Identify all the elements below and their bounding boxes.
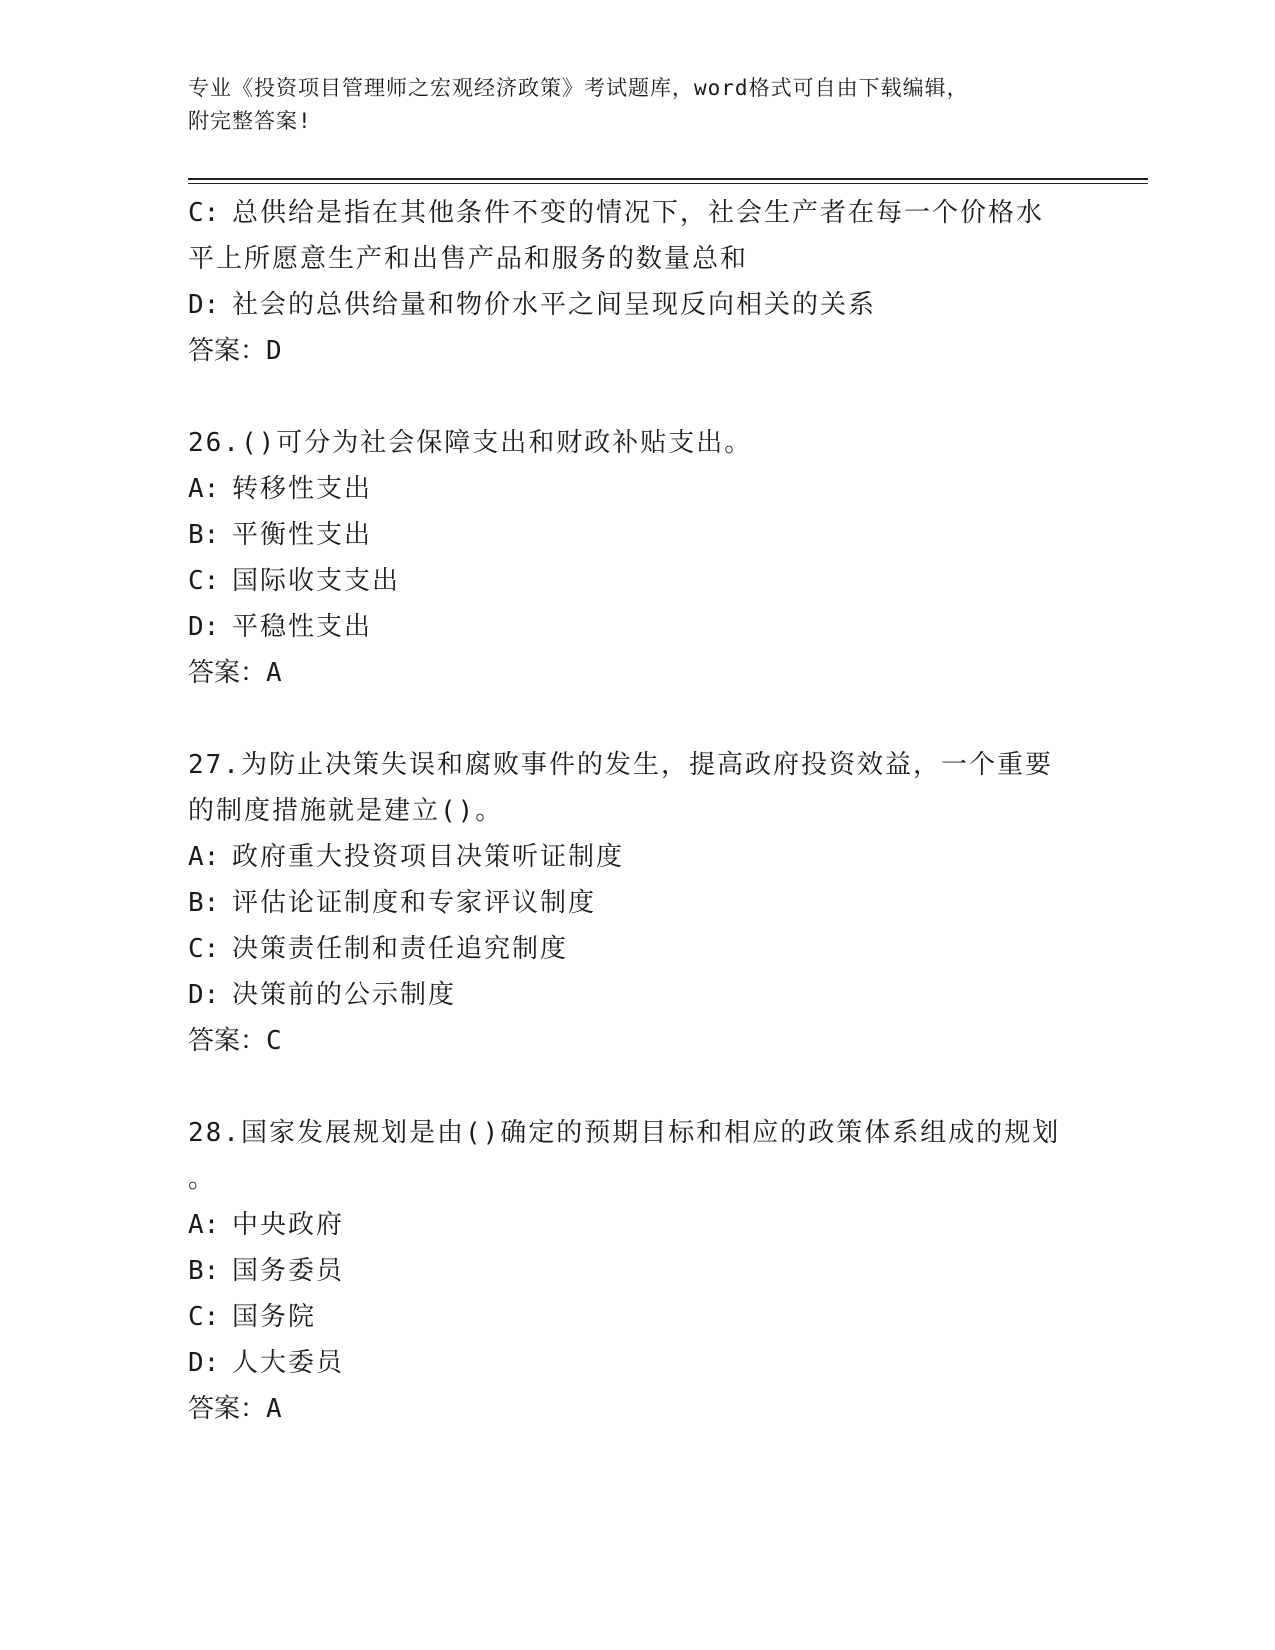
question-stem-continued: 的制度措施就是建立()。 xyxy=(188,796,504,826)
option-c xyxy=(188,558,1068,604)
header-line-1: 专业《投资项目管理师之宏观经济政策》考试题库，word格式可自由下载编辑， xyxy=(188,76,969,100)
option-label: D: xyxy=(188,1348,220,1378)
answer-line xyxy=(188,1018,1068,1064)
option-text: 平衡性支出 xyxy=(232,520,373,550)
option-text: 转移性支出 xyxy=(232,474,373,504)
option-text: 总供给是指在其他条件不变的情况下，社会生产者在每一个价格水 xyxy=(232,198,1045,228)
option-text: 国务委员 xyxy=(232,1256,345,1286)
question-26 xyxy=(188,420,1068,696)
answer-value: A xyxy=(266,1394,283,1424)
continued-question xyxy=(188,190,1068,374)
option-label: A: xyxy=(188,1210,220,1240)
option-label: D: xyxy=(188,980,220,1010)
question-stem: 28.国家发展规划是由()确定的预期目标和相应的政策体系组成的规划 xyxy=(188,1118,1061,1148)
option-c xyxy=(188,926,1068,972)
option-c xyxy=(188,190,1068,236)
question-stem: 27.为防止决策失误和腐败事件的发生，提高政府投资效益，一个重要 xyxy=(188,750,1053,780)
option-c-continued: 平上所愿意生产和出售产品和服务的数量总和 xyxy=(188,244,749,274)
option-a xyxy=(188,466,1068,512)
option-text: 人大委员 xyxy=(232,1348,345,1378)
option-label: C: xyxy=(188,566,220,596)
question-stem-continued: 。 xyxy=(188,1164,217,1194)
option-text: 决策责任制和责任追究制度 xyxy=(232,934,569,964)
document-body xyxy=(188,190,1068,1432)
question-stem: 26.()可分为社会保障支出和财政补贴支出。 xyxy=(188,428,753,458)
option-b xyxy=(188,880,1068,926)
option-a xyxy=(188,834,1068,880)
option-d xyxy=(188,604,1068,650)
option-c xyxy=(188,1294,1068,1340)
option-b xyxy=(188,512,1068,558)
page-header xyxy=(188,72,1068,138)
option-text: 平稳性支出 xyxy=(232,612,373,642)
option-label: D: xyxy=(188,290,220,320)
option-text: 社会的总供给量和物价水平之间呈现反向相关的关系 xyxy=(232,290,877,320)
option-label: B: xyxy=(188,520,220,550)
option-text: 中央政府 xyxy=(232,1210,345,1240)
header-divider-thin xyxy=(188,183,1148,184)
option-b xyxy=(188,1248,1068,1294)
option-label: C: xyxy=(188,198,220,228)
answer-line xyxy=(188,650,1068,696)
option-label: B: xyxy=(188,1256,220,1286)
answer-line xyxy=(188,1386,1068,1432)
question-28 xyxy=(188,1110,1068,1432)
answer-label: 答案： xyxy=(188,1026,267,1056)
option-a xyxy=(188,1202,1068,1248)
answer-value: D xyxy=(266,336,283,366)
answer-line xyxy=(188,328,1068,374)
header-divider-thick xyxy=(188,178,1148,180)
answer-label: 答案： xyxy=(188,1394,267,1424)
header-line-2: 附完整答案! xyxy=(188,109,312,133)
option-text: 政府重大投资项目决策听证制度 xyxy=(232,842,625,872)
option-label: A: xyxy=(188,842,220,872)
option-d xyxy=(188,1340,1068,1386)
option-text: 国际收支支出 xyxy=(232,566,401,596)
option-label: B: xyxy=(188,888,220,918)
option-d xyxy=(188,282,1068,328)
question-27 xyxy=(188,742,1068,1064)
answer-label: 答案： xyxy=(188,336,267,366)
option-text: 评估论证制度和专家评议制度 xyxy=(232,888,597,918)
option-text: 国务院 xyxy=(232,1302,317,1332)
answer-value: C xyxy=(266,1026,283,1056)
option-label: A: xyxy=(188,474,220,504)
option-label: C: xyxy=(188,934,220,964)
answer-value: A xyxy=(266,658,283,688)
option-label: D: xyxy=(188,612,220,642)
option-text: 决策前的公示制度 xyxy=(232,980,457,1010)
answer-label: 答案： xyxy=(188,658,267,688)
option-d xyxy=(188,972,1068,1018)
option-label: C: xyxy=(188,1302,220,1332)
